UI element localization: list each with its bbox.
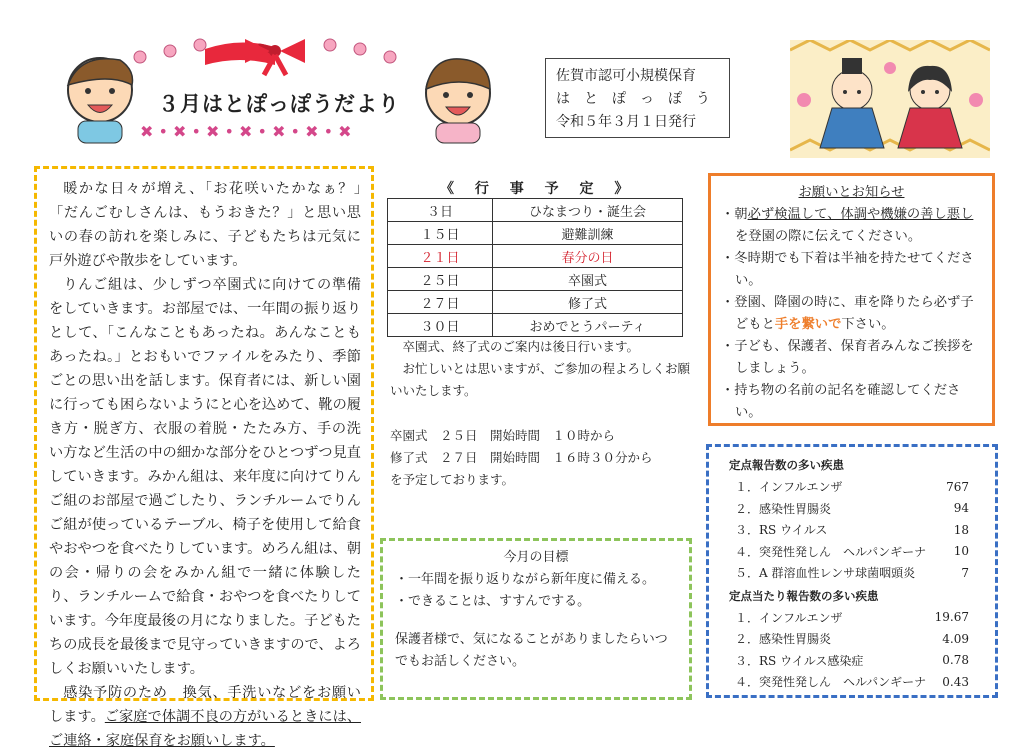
table-row bbox=[388, 291, 683, 314]
table-row bbox=[388, 314, 683, 337]
list-item bbox=[723, 562, 981, 584]
disease-heading-2: 定点当たり報告数の多い疾患 bbox=[729, 588, 879, 603]
disease-value: 767 bbox=[946, 479, 969, 494]
schedule-event: 卒園式 bbox=[493, 268, 683, 291]
schedule-day: １５日 bbox=[388, 222, 493, 245]
notice-highlight: 手を繋いで bbox=[774, 317, 842, 332]
schedule-event: ひなまつり・誕生会 bbox=[493, 199, 683, 222]
ribbon-icon bbox=[205, 39, 305, 75]
list-item bbox=[723, 541, 981, 563]
goal-item: ・できることは、すすんでする。 bbox=[395, 594, 591, 609]
publisher-line3: 令和５年３月１日発行 bbox=[556, 114, 696, 130]
girl-illustration bbox=[426, 59, 490, 143]
goal-message: 保護者様で、気になることがありましたらいつでもお話しください。 bbox=[395, 632, 668, 669]
monthly-message-box bbox=[34, 166, 374, 749]
schedule-day: ２５日 bbox=[388, 268, 493, 291]
schedule-table bbox=[387, 198, 683, 337]
schedule-note-line1: 卒園式、終了式のご案内は後日行います。 bbox=[402, 339, 640, 354]
disease-name: ４．突発性発しん ヘルパンギーナ bbox=[735, 675, 927, 690]
notice-emphasis: 必ず検温して、体調や機嫌の善し悪し bbox=[747, 207, 974, 222]
schedule-event: 春分の日 bbox=[493, 245, 683, 268]
disease-name: １．インフルエンザ bbox=[735, 610, 843, 625]
newsletter-title: ３月はとぽっぽうだより bbox=[158, 92, 400, 116]
disease-heading-1: 定点報告数の多い疾患 bbox=[729, 458, 844, 472]
list-item bbox=[723, 607, 981, 629]
table-row bbox=[388, 245, 683, 268]
infection-request: ご家庭で体調不良の方がいるときには、ご連絡・家庭保育をお願いします。 bbox=[49, 709, 361, 749]
table-row bbox=[388, 199, 683, 222]
ceremony-completion: 修了式 ２７日 開始時間 １６時３０分から bbox=[390, 450, 653, 465]
publisher-info bbox=[545, 58, 730, 138]
disease-value: 94 bbox=[953, 501, 969, 516]
schedule-day: ２１日 bbox=[388, 245, 493, 268]
schedule-event: 避難訓練 bbox=[493, 222, 683, 245]
disease-value: 7 bbox=[961, 565, 969, 580]
disease-value: 10 bbox=[953, 544, 969, 559]
notice-text: ・朝 bbox=[721, 207, 748, 222]
disease-name: １．インフルエンザ bbox=[735, 480, 843, 495]
notice-text: 下さい。 bbox=[841, 317, 895, 332]
disease-value: 0.78 bbox=[942, 653, 969, 668]
list-item bbox=[723, 476, 981, 498]
hina-doll-illustration bbox=[790, 40, 990, 158]
disease-name: ３．RS ウイルス感染症 bbox=[735, 653, 864, 668]
list-item bbox=[723, 498, 981, 520]
notice-item bbox=[721, 292, 982, 336]
ceremony-graduation: 卒園式 ２５日 開始時間 １０時から bbox=[390, 428, 616, 443]
list-item bbox=[723, 650, 981, 672]
ceremony-times bbox=[390, 425, 653, 491]
cross-pattern-icon bbox=[140, 122, 352, 141]
disease-value: 0.43 bbox=[942, 674, 969, 689]
table-row bbox=[388, 222, 683, 245]
disease-name: ５．A 群溶血性レンサ球菌咽頭炎 bbox=[735, 566, 916, 581]
notice-text: を登園の際に伝えてください。 bbox=[735, 229, 922, 244]
schedule-note-line2: お忙しいとは思いますが、ご参加の程よろしくお願いいたします。 bbox=[390, 361, 691, 398]
goal-title: 今月の目標 bbox=[503, 550, 569, 565]
list-item bbox=[723, 519, 981, 541]
list-item bbox=[723, 628, 981, 650]
disease-report-box bbox=[706, 444, 998, 698]
schedule-day: ２７日 bbox=[388, 291, 493, 314]
notice-item bbox=[721, 204, 982, 248]
svg-text:✖ • ✖ • ✖ • ✖ • ✖ • ✖ • ✖: ✖ • ✖ • ✖ • ✖ • ✖ • ✖ • ✖ bbox=[140, 122, 352, 141]
notice-box bbox=[708, 173, 995, 426]
publisher-line1: 佐賀市認可小規模保育 bbox=[556, 68, 696, 84]
notice-item: ・子ども、保護者、保育者みんなご挨拶をしましょう。 bbox=[721, 339, 974, 376]
schedule-note bbox=[390, 336, 690, 402]
disease-name: ４．突発性発しん ヘルパンギーナ bbox=[735, 544, 927, 559]
notice-item: ・冬時期でも下着は半袖を持たせてください。 bbox=[721, 251, 974, 288]
disease-name: ２．感染性胃腸炎 bbox=[735, 501, 832, 516]
list-item bbox=[723, 671, 981, 693]
disease-value: 19.67 bbox=[934, 610, 969, 625]
goal-item: ・一年間を振り返りながら新年度に備える。 bbox=[395, 572, 656, 587]
schedule-event: 修了式 bbox=[493, 291, 683, 314]
paragraph-spring: 暖かな日々が増え、｢お花咲いたかなぁ？｣「だんごむしさんは、もうおきた？」と思い思いの春の訪れを楽しみに、子どもたちは元気に戸外遊びや散歩をしています。 bbox=[49, 181, 361, 269]
schedule-day: ３日 bbox=[388, 199, 493, 222]
schedule-day: ３０日 bbox=[388, 314, 493, 337]
schedule-title: 《 行 事 予 定 》 bbox=[440, 181, 637, 197]
table-row bbox=[388, 268, 683, 291]
boy-illustration bbox=[68, 58, 133, 143]
monthly-goal-box bbox=[380, 538, 692, 700]
notice-title: お願いとお知らせ bbox=[798, 185, 905, 200]
paragraph-infection bbox=[49, 681, 361, 753]
disease-name: ３．RS ウイルス bbox=[735, 523, 828, 538]
notice-item: ・持ち物の名前の記名を確認してください。 bbox=[721, 383, 961, 420]
ceremony-note: を予定しております。 bbox=[390, 472, 515, 487]
publisher-line2: は と ぽ っ ぽ う bbox=[556, 91, 710, 107]
disease-name: ２．感染性胃腸炎 bbox=[735, 632, 832, 647]
disease-value: 18 bbox=[953, 522, 969, 537]
paragraph-classes: りんご組は、少しずつ卒園式に向けての準備をしていきます。お部屋では、一年間の振り返りとして、「こんなこともあったね。あんなこともあったね。」とおもいでファイルをみたり、季節ごとの思い出を話します。保育者には、新しい園に行っても困らないようにと心を込めて、靴の履き方・脱ぎ方、衣服の着脱・たたみ方、手の洗い方など生活の中の細かな部分をひとつずつ見直していきます。みかん組は、来年度に向けてりんご組のお部屋で過ごしたり、ランチルームでりんご組が使っているテーブル、椅子を使用して給食やおやつを食べたりしています。めろん組は、朝の会・帰りの会をみかん組で一緒に体験したり、ランチルームで給食・おやつを食べたりしています。今年度最後の月になりました。子どもたちの成長を最後まで見守っていきますので、よろしくお願いいたします。 bbox=[49, 277, 361, 677]
schedule-event: おめでとうパーティ bbox=[493, 314, 683, 337]
notice-text: ・登園、降園の時に、車を降りたら必ず子どもと bbox=[721, 295, 974, 332]
disease-value: 4.09 bbox=[942, 631, 969, 646]
infection-text: 感染予防のため 換気、手洗いなどをお願いします。 bbox=[49, 685, 361, 725]
